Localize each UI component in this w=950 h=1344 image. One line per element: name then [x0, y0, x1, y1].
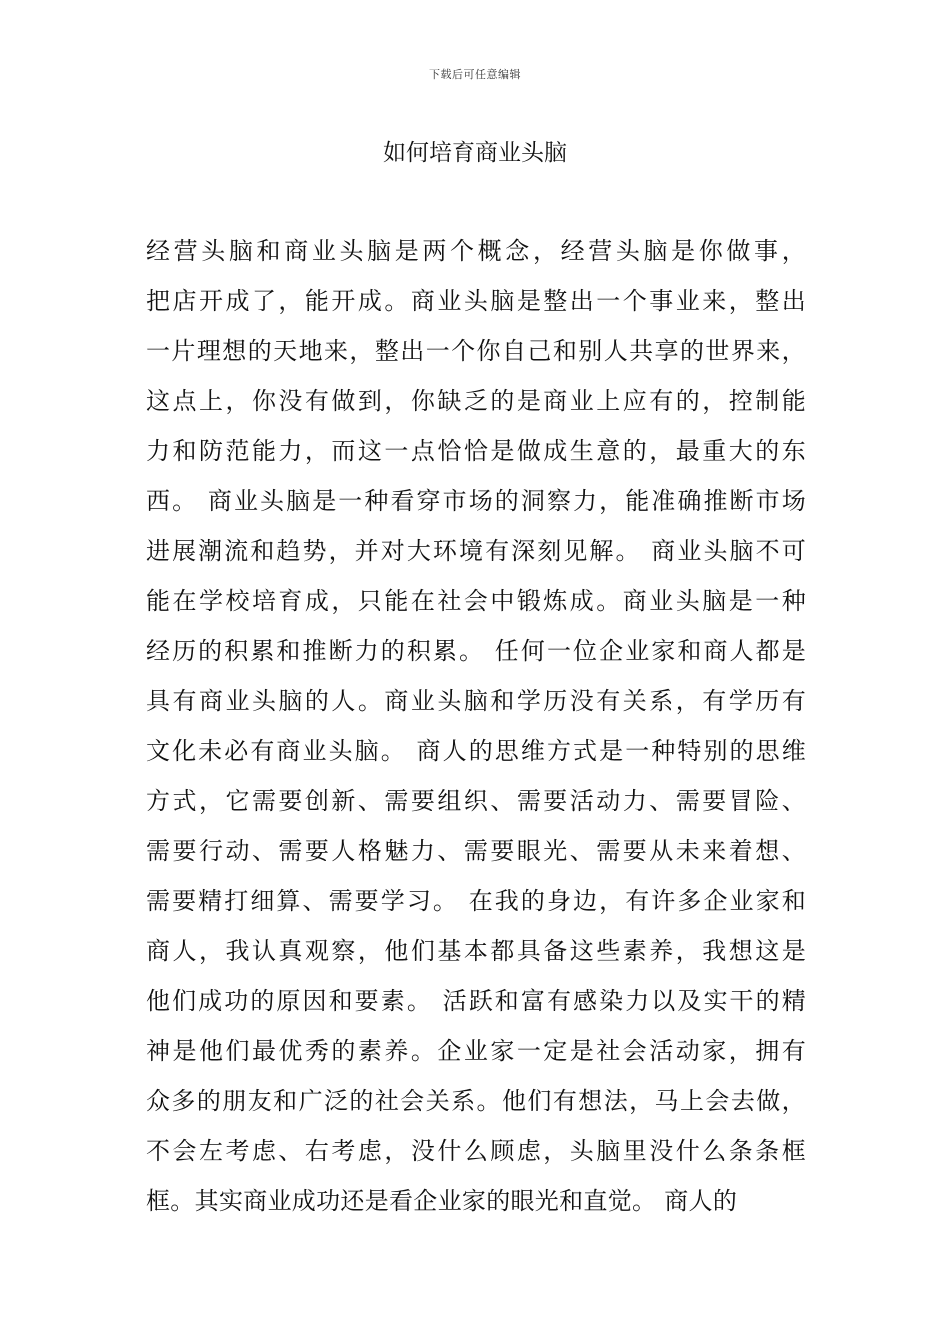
body-line: 这点上，你没有做到，你缺乏的是商业上应有的，控制能 — [146, 387, 806, 415]
body-line: 文化未必有商业头脑。 商人的思维方式是一种特别的思维 — [146, 737, 806, 765]
document-title: 如何培育商业头脑 — [383, 140, 567, 166]
body-line: 具有商业头脑的人。商业头脑和学历没有关系，有学历有 — [146, 687, 806, 715]
body-line: 西。 商业头脑是一种看穿市场的洞察力，能准确推断市场 — [146, 487, 806, 515]
body-line: 一片理想的天地来，整出一个你自己和别人共享的世界来， — [146, 337, 806, 365]
body-line: 经历的积累和推断力的积累。 任何一位企业家和商人都是 — [146, 637, 806, 665]
header-note: 下载后可任意编辑 — [429, 68, 521, 81]
body-line: 框。其实商业成功还是看企业家的眼光和直觉。 商人的 — [146, 1187, 738, 1215]
body-text — [146, 226, 806, 1226]
body-line: 方式，它需要创新、需要组织、需要活动力、需要冒险、 — [146, 787, 806, 815]
body-line: 经营头脑和商业头脑是两个概念，经营头脑是你做事， — [146, 237, 806, 265]
body-line: 力和防范能力，而这一点恰恰是做成生意的，最重大的东 — [146, 437, 806, 465]
body-line: 进展潮流和趋势，并对大环境有深刻见解。 商业头脑不可 — [146, 537, 806, 565]
body-line: 需要行动、需要人格魅力、需要眼光、需要从未来着想、 — [146, 837, 806, 865]
body-line: 他们成功的原因和要素。 活跃和富有感染力以及实干的精 — [146, 987, 806, 1015]
body-line: 把店开成了，能开成。商业头脑是整出一个事业来，整出 — [146, 287, 806, 315]
body-line: 神是他们最优秀的素养。企业家一定是社会活动家，拥有 — [146, 1037, 806, 1065]
body-line: 商人，我认真观察，他们基本都具备这些素养，我想这是 — [146, 937, 806, 965]
body-line: 不会左考虑、右考虑，没什么顾虑，头脑里没什么条条框 — [146, 1137, 806, 1165]
body-line: 众多的朋友和广泛的社会关系。他们有想法，马上会去做， — [146, 1087, 806, 1115]
body-line: 能在学校培育成，只能在社会中锻炼成。商业头脑是一种 — [146, 587, 806, 615]
body-line: 需要精打细算、需要学习。 在我的身边，有许多企业家和 — [146, 887, 806, 915]
